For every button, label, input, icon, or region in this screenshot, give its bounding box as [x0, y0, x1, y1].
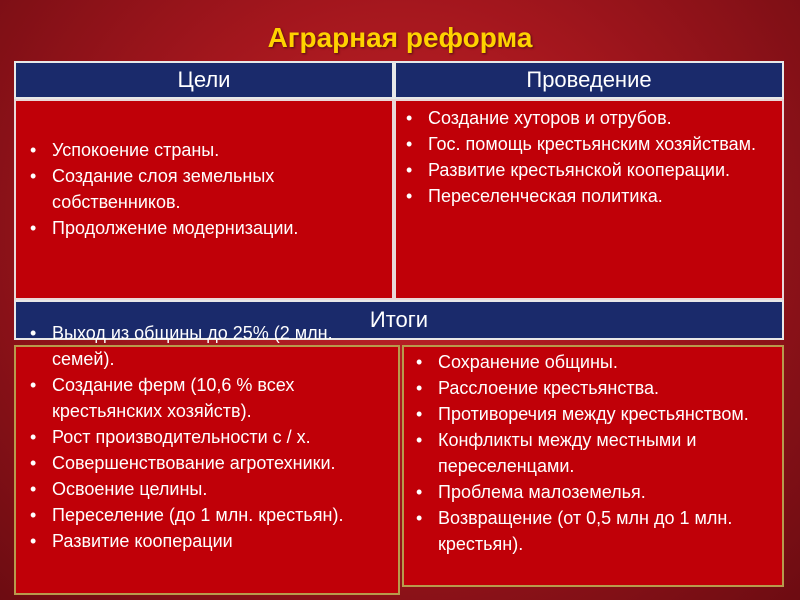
results-negative-list	[412, 349, 772, 557]
result-negative-item: • Возвращение (от 0,5 млн до 1 млн. крестьян).	[412, 505, 772, 557]
results-positive-list	[26, 320, 370, 554]
result-negative-item: • Конфликты между местными и переселенцами.	[412, 427, 772, 479]
result-positive-item: • Переселение (до 1 млн. крестьян).	[26, 502, 370, 528]
header-results: Итоги	[14, 300, 784, 340]
implementation-list	[402, 105, 772, 209]
result-negative-item: • Противоречия между крестьянством.	[412, 401, 772, 427]
result-negative-item: • Сохранение общины.	[412, 349, 772, 375]
goal-item: • Успокоение страны.	[26, 137, 386, 163]
result-positive-item: • Выход из общины до 25% (2 млн. семей).	[26, 320, 370, 372]
header-goals: Цели	[14, 61, 394, 99]
implementation-item: • Создание хуторов и отрубов.	[402, 105, 772, 131]
header-implementation: Проведение	[394, 61, 784, 99]
result-positive-item: • Рост производительности с / х.	[26, 424, 370, 450]
slide-title: Аграрная реформа	[267, 22, 533, 53]
implementation-item: • Развитие крестьянской кооперации.	[402, 157, 772, 183]
goal-item: • Продолжение модернизации.	[26, 215, 386, 241]
implementation-item: • Переселенческая политика.	[402, 183, 772, 209]
result-positive-item: • Развитие кооперации	[26, 528, 370, 554]
result-negative-item: • Расслоение крестьянства.	[412, 375, 772, 401]
result-positive-item: • Освоение целины.	[26, 476, 370, 502]
goal-item: • Создание слоя земельных собственников.	[26, 163, 386, 215]
results-positive-clip	[14, 0, 404, 600]
implementation-item: • Гос. помощь крестьянским хозяйствам.	[402, 131, 772, 157]
result-positive-item: • Создание ферм (10,6 % всех крестьянских хозяйств).	[26, 372, 370, 424]
result-positive-item: • Совершенствование агротехники.	[26, 450, 370, 476]
result-negative-item: • Проблема малоземелья.	[412, 479, 772, 505]
